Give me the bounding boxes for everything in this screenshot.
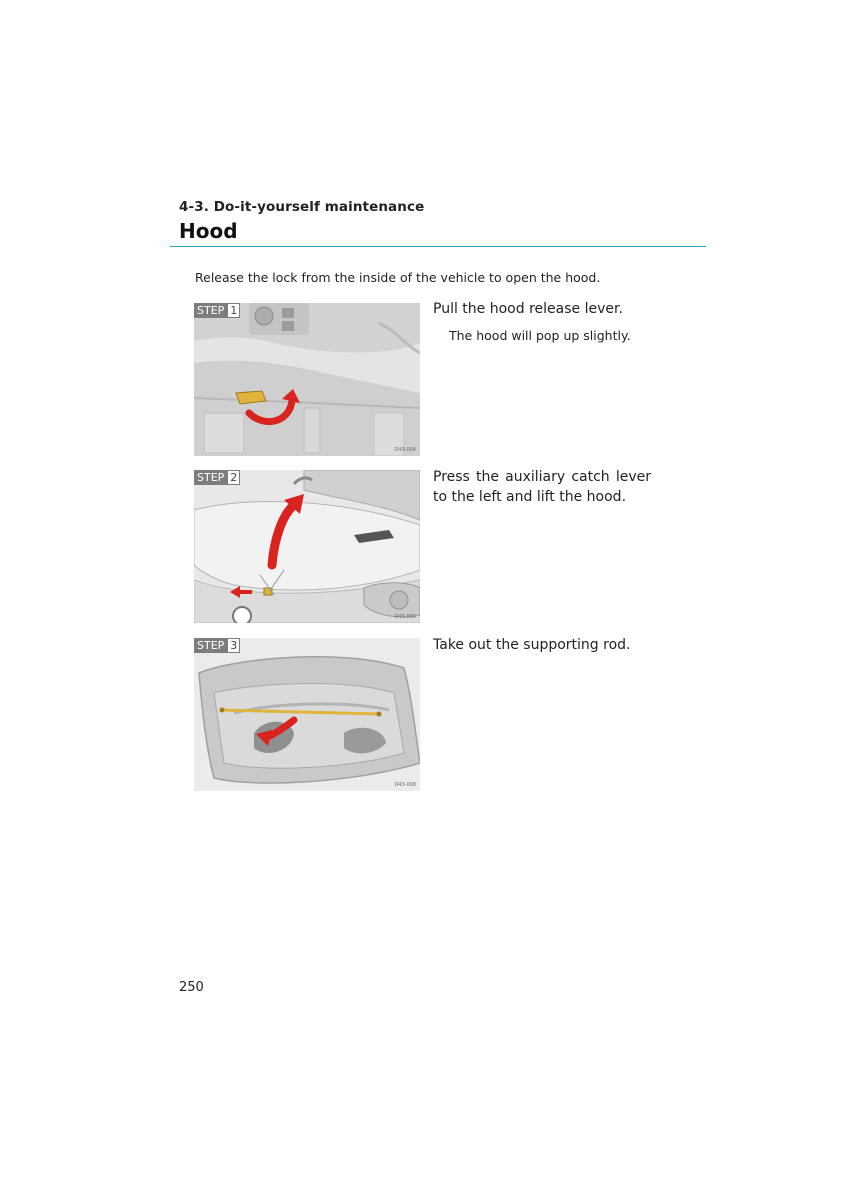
step-3-illustration xyxy=(194,638,420,791)
step-1-badge xyxy=(194,303,240,318)
page-title: Hood xyxy=(179,219,238,243)
step-1-instruction: Pull the hood release lever. xyxy=(433,301,623,317)
intro-text: Release the lock from the inside of the vehicle to open the hood. xyxy=(195,270,601,285)
title-rule xyxy=(170,246,706,247)
step-number: 3 xyxy=(227,638,240,653)
step-1-illustration xyxy=(194,303,420,456)
step-word: STEP xyxy=(194,638,227,653)
figure-code: O43-008 xyxy=(394,782,416,788)
hood-release-lever-drawing xyxy=(194,303,420,456)
step-2-instruction: Press the auxiliary catch lever to the left and lift the hood. xyxy=(433,469,651,505)
step-3-badge xyxy=(194,638,240,653)
hood-catch-lever-drawing xyxy=(194,470,420,623)
section-label: 4-3. Do-it-yourself maintenance xyxy=(179,199,425,215)
step-1-note: The hood will pop up slightly. xyxy=(449,328,631,343)
page-number: 250 xyxy=(179,980,204,995)
step-word: STEP xyxy=(194,470,227,485)
step-2-badge xyxy=(194,470,240,485)
figure-code: O43-004 xyxy=(394,447,416,453)
step-number: 1 xyxy=(227,303,240,318)
step-3-instruction: Take out the supporting rod. xyxy=(433,637,631,653)
figure-code: O43-006 xyxy=(394,614,416,620)
supporting-rod-drawing xyxy=(194,638,420,791)
step-2-illustration xyxy=(194,470,420,623)
step-number: 2 xyxy=(227,470,240,485)
step-word: STEP xyxy=(194,303,227,318)
